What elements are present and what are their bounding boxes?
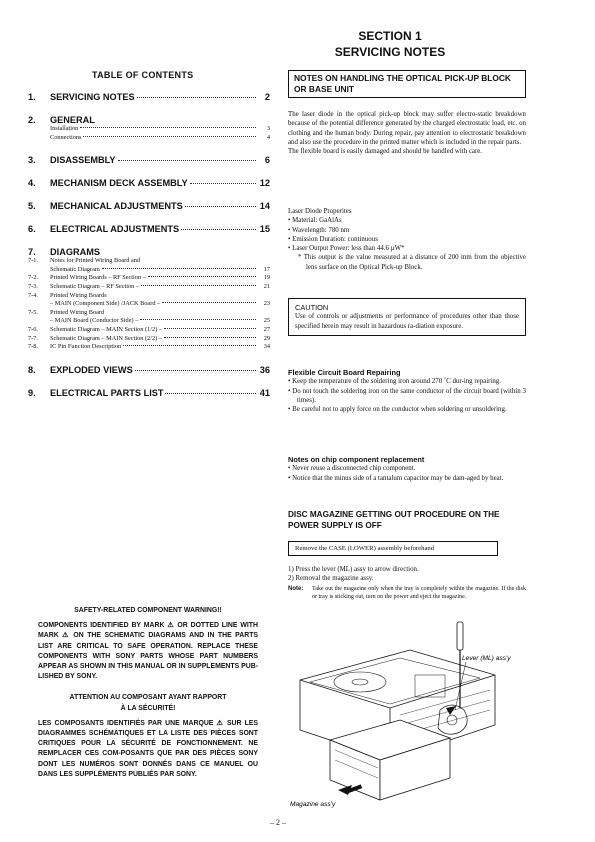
laser-item: • Wavelength: 780 nm xyxy=(288,226,350,234)
table-of-contents xyxy=(28,92,270,411)
toc-section xyxy=(28,388,270,398)
toc-section xyxy=(28,365,270,375)
flexible-item: • Keep the temperature of the soldering iron around 270 ˚C dur-ing repairing. xyxy=(288,378,501,386)
toc-sublabel: Schematic Diagram xyxy=(50,265,100,273)
toc-subentry[interactable] xyxy=(28,134,270,143)
toc-sublabel: – MAIN (Component Side) /JACK Board – xyxy=(50,300,161,308)
toc-subentry[interactable] xyxy=(28,283,270,292)
toc-label: GENERAL xyxy=(50,115,95,125)
toc-number: 8. xyxy=(28,364,36,375)
toc-page: 15 xyxy=(259,224,270,235)
laser-item: • Material: GaAlAs xyxy=(288,217,342,225)
toc-leader xyxy=(165,393,256,394)
toc-subentry[interactable] xyxy=(28,335,270,344)
toc-subnumber: 7-1. xyxy=(28,257,38,265)
toc-number: 5. xyxy=(28,201,36,212)
toc-sublabel: Schematic Diagram – MAIN Section (2/2) – xyxy=(50,334,162,342)
toc-subpage: 29 xyxy=(263,334,270,342)
toc-page: 6 xyxy=(264,155,270,166)
toc-leader xyxy=(102,268,256,269)
section-heading xyxy=(305,28,475,60)
flexible-heading: Flexible Circuit Board Repairing xyxy=(288,368,401,377)
toc-number: 9. xyxy=(28,387,36,398)
section-number: SECTION 1 xyxy=(358,29,422,43)
toc-label: SERVICING NOTES xyxy=(50,92,135,102)
toc-subnumber: 7-5. xyxy=(28,308,38,316)
toc-sublabel: Connections xyxy=(50,133,82,141)
magazine-label: Magazine ass'y xyxy=(290,801,336,808)
toc-entry[interactable] xyxy=(28,201,270,211)
laser-properties xyxy=(288,207,526,272)
disc-steps xyxy=(288,565,526,601)
toc-sublabel: IC Pin Function Description xyxy=(50,343,122,351)
toc-page: 2 xyxy=(264,92,270,102)
toc-entry[interactable] xyxy=(28,365,270,375)
magazine-removal-diagram xyxy=(290,620,526,810)
toc-subentry[interactable] xyxy=(28,343,270,352)
toc-subpage: 23 xyxy=(263,300,270,308)
toc-subentry[interactable] xyxy=(28,266,270,275)
safety-text-fr: LES COMPOSANTS IDENTIFIÉS PAR UNE MARQUE ⚠ SUR LES DIAGRAMMES SCHÉMATIQUES ET LA LISTE DES PIÈCES SONT CRITIQUES POUR LA SÉCURITÉ DE FONCTIONNEMENT. NE REMPLACER CES COM-POSANTS QUE PAR DES PIÈCES SONY DONT LES NUMÉROS SONT DONNÉS DANS CE MANUEL OU DANS LES SUPPLÉMENTS PUBLIÉS PAR SONY. xyxy=(38,719,258,778)
toc-subpage: 21 xyxy=(263,282,270,290)
toc-label: DISASSEMBLY xyxy=(50,155,116,166)
toc-page: 12 xyxy=(259,178,270,189)
caution-box xyxy=(288,298,526,336)
toc-label: EXPLODED VIEWS xyxy=(50,364,133,375)
optical-notes-heading: NOTES ON HANDLING THE OPTICAL PICK-UP BLOCK OR BASE UNIT xyxy=(288,70,526,98)
chip-item: • Notice that the minus side of a tantalum capacitor may be dam-aged by heat. xyxy=(288,474,504,482)
toc-leader xyxy=(190,183,256,184)
toc-sublabel: Notes for Printed Wiring Board and xyxy=(50,257,141,265)
toc-leader xyxy=(185,206,256,207)
toc-subpage: 27 xyxy=(263,325,270,333)
safety-text-en: COMPONENTS IDENTIFIED BY MARK ⚠ OR DOTTED LINE WITH MARK ⚠ ON THE SCHEMATIC DIAGRAMS AND IN THE PARTS LIST ARE CRITICAL TO SAFE OPERATION. REPLACE THESE COMPONENTS WITH SONY PARTS WHOSE PART NUMBERS APPEAR AS SHOWN IN THIS MANUAL OR IN SUPPLEMENTS PUB-LISHED BY SONY. xyxy=(38,622,258,681)
flexible-board-section xyxy=(288,368,526,414)
chip-item: • Never reuse a disconnected chip component. xyxy=(288,465,416,473)
disc-step: 2) Removal the magazine assy. xyxy=(288,575,374,583)
safety-warning xyxy=(38,606,258,791)
toc-entry[interactable] xyxy=(28,247,270,257)
toc-section xyxy=(28,224,270,234)
toc-leader xyxy=(148,276,256,277)
toc-section xyxy=(28,178,270,188)
flexible-item: • Be careful not to apply force on the conductor when soldering or unsoldering. xyxy=(288,406,507,414)
toc-subnumber: 7-7. xyxy=(28,334,38,342)
toc-subentry[interactable] xyxy=(28,300,270,309)
toc-leader xyxy=(164,328,256,329)
toc-leader xyxy=(140,319,256,320)
safety-heading-fr-2: À LA SÉCURITÉ! xyxy=(120,704,176,712)
toc-label: MECHANISM DECK ASSEMBLY xyxy=(50,178,188,189)
disc-magazine-heading: DISC MAGAZINE GETTING OUT PROCEDURE ON THE POWER SUPPLY IS OFF xyxy=(288,510,500,530)
toc-subpage: 17 xyxy=(263,265,270,273)
toc-leader xyxy=(164,337,256,338)
toc-number: 2. xyxy=(28,115,36,125)
laser-note: * This output is the value measured at a distance of 200 mm from the objective lens surface on the Optical Pick-up Block. xyxy=(298,254,526,271)
laser-item: • Emission Duration: continuous xyxy=(288,235,378,243)
toc-entry[interactable] xyxy=(28,155,270,165)
toc-subentry[interactable] xyxy=(28,125,270,134)
toc-subpage: 19 xyxy=(263,274,270,282)
caution-text: Use of controls or adjustments or performance of procedures other than those specified herein may result in hazardous ra-diation exposure. xyxy=(295,313,519,330)
toc-sublabel: Schematic Diagram – MAIN Section (1/2) – xyxy=(50,325,162,333)
toc-subnumber: 7-6. xyxy=(28,325,38,333)
lever-label: Lever (ML) ass'y xyxy=(462,655,511,662)
toc-leader xyxy=(141,285,256,286)
toc-entry[interactable] xyxy=(28,224,270,234)
toc-subnumber: 7-4. xyxy=(28,291,38,299)
toc-leader xyxy=(137,97,256,98)
disc-note-label: Note: xyxy=(288,585,304,592)
optical-para-1: The laser diode in the optical pick-up block may suffer electro-static breakdown because of the potential difference generated by the charged electrostatic load, etc. on clothing and the human body. During repair, pay attention to electrostatic breakdown and also use the procedure in the printed matter which is included in the repair parts. xyxy=(288,111,526,146)
laser-item: • Laser Output Power: less than 44.6 µW* xyxy=(288,245,405,253)
toc-entry[interactable] xyxy=(28,92,270,102)
remove-case-box: Remove the CASE (LOWER) assembly beforehand xyxy=(288,541,498,556)
section-title: SERVICING NOTES xyxy=(334,45,446,59)
toc-sublabel: Printed Wiring Boards xyxy=(50,291,107,299)
disc-note-text: Take out the magazine only when the tray is completely within the magazine. If the disk or tray is sticking out, turn on the power and eject the magazine. xyxy=(312,585,526,600)
toc-title: TABLE OF CONTENTS xyxy=(92,70,194,80)
toc-leader xyxy=(118,160,256,161)
toc-label: DIAGRAMS xyxy=(50,247,101,258)
flexible-item: • Do not touch the soldering iron on the same conductor of the circuit board (within 3 times). xyxy=(288,387,526,404)
page-number: – 2 – xyxy=(270,818,286,827)
toc-sublabel: – MAIN Board (Conductor Side) – xyxy=(50,317,139,325)
toc-subentry[interactable] xyxy=(28,309,270,318)
toc-entry[interactable] xyxy=(28,115,270,125)
disc-step: 1) Press the lever (ML) assy to arrow direction. xyxy=(288,566,419,573)
toc-leader xyxy=(123,345,256,346)
toc-subnumber: 7-3. xyxy=(28,282,38,290)
toc-label: ELECTRICAL PARTS LIST xyxy=(50,387,164,398)
toc-subentry[interactable] xyxy=(28,257,270,266)
laser-title: Laser Diode Properites xyxy=(288,208,352,215)
caution-title: CAUTION xyxy=(295,303,329,312)
toc-leader xyxy=(83,136,256,137)
toc-number: 7. xyxy=(28,247,36,258)
toc-subpage: 3 xyxy=(266,125,270,132)
chip-heading: Notes on chip component replacement xyxy=(288,455,425,464)
optical-para-2: The flexible board is easily damaged and should be handled with care. xyxy=(288,148,483,156)
safety-heading-en: SAFETY-RELATED COMPONENT WARNING!! xyxy=(74,607,222,614)
toc-subpage: 4 xyxy=(266,133,270,141)
toc-sublabel: Installation xyxy=(50,125,79,132)
toc-subentry[interactable] xyxy=(28,317,270,326)
toc-section xyxy=(28,115,270,142)
toc-number: 1. xyxy=(28,92,36,102)
toc-entry[interactable] xyxy=(28,388,270,398)
toc-leader xyxy=(162,302,256,303)
toc-subpage: 34 xyxy=(263,343,270,351)
toc-subentry[interactable] xyxy=(28,326,270,335)
toc-subentry[interactable] xyxy=(28,292,270,301)
toc-section xyxy=(28,155,270,165)
toc-subentry[interactable] xyxy=(28,274,270,283)
toc-section xyxy=(28,247,270,352)
toc-label: ELECTRICAL ADJUSTMENTS xyxy=(50,224,180,235)
toc-sublabel: Printed Wiring Board xyxy=(50,308,105,316)
toc-page: 41 xyxy=(259,387,270,398)
toc-page: 36 xyxy=(259,364,270,375)
safety-heading-fr-1: ATTENTION AU COMPOSANT AYANT RAPPORT xyxy=(69,694,227,702)
toc-entry[interactable] xyxy=(28,178,270,188)
disc-note xyxy=(288,585,526,601)
toc-sublabel: Schematic Diagram – RF Section – xyxy=(50,282,140,290)
toc-section xyxy=(28,92,270,102)
toc-subnumber: 7-2. xyxy=(28,274,38,282)
toc-section xyxy=(28,201,270,211)
chip-section xyxy=(288,455,526,483)
toc-sublabel: Printed Wiring Boards – RF Section – xyxy=(50,274,146,282)
toc-subnumber: 7-8. xyxy=(28,343,38,351)
toc-label: MECHANICAL ADJUSTMENTS xyxy=(50,201,183,212)
toc-number: 3. xyxy=(28,155,36,166)
toc-leader xyxy=(181,229,256,230)
toc-number: 6. xyxy=(28,224,36,235)
toc-number: 4. xyxy=(28,178,36,189)
toc-subpage: 25 xyxy=(263,317,270,325)
toc-page: 14 xyxy=(259,201,270,212)
optical-notes xyxy=(288,110,526,156)
toc-leader xyxy=(80,127,256,128)
toc-leader xyxy=(135,370,256,371)
